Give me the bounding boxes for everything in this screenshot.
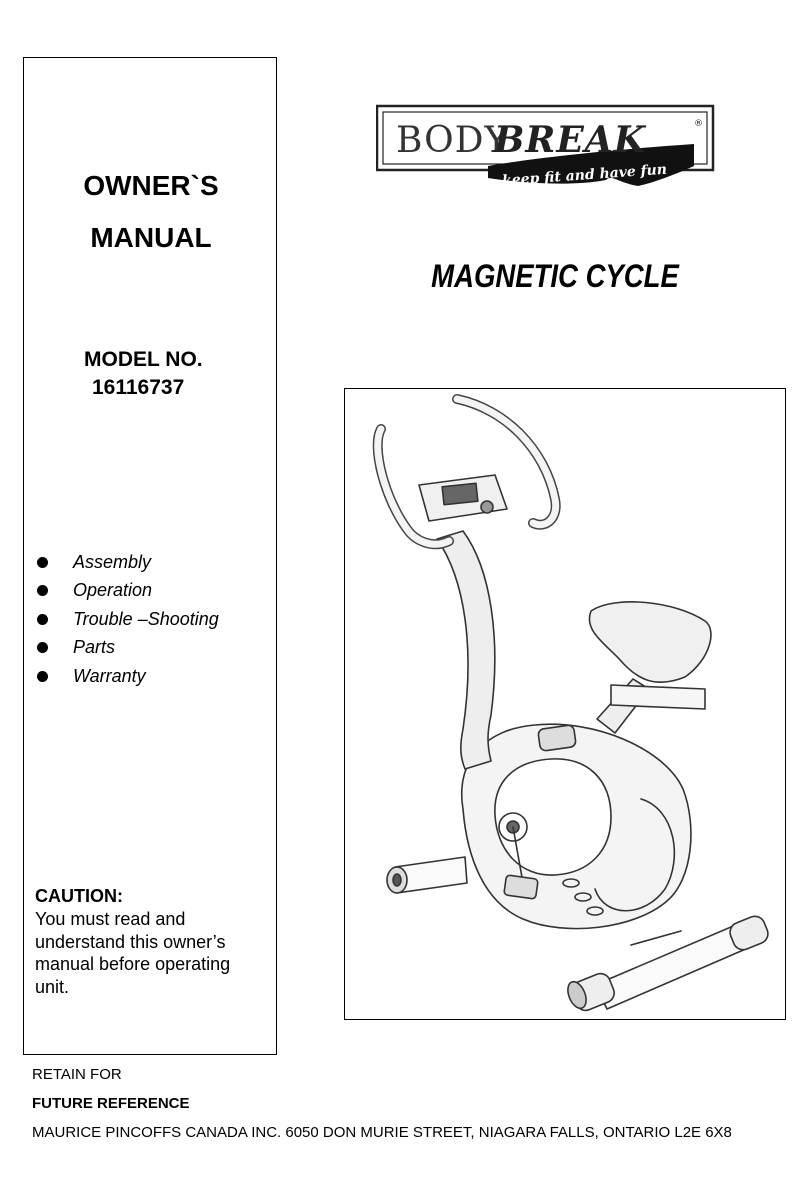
list-item [37, 548, 219, 577]
bodybreak-logo [376, 104, 718, 200]
list-item [37, 577, 219, 606]
list-item [37, 662, 219, 691]
manual-title-line-2: MANUAL [90, 222, 212, 253]
contents-item-label: Parts [73, 637, 116, 658]
logo-tagline: keep fit and have fun [501, 161, 668, 190]
caution-text: You must read and understand this owner’s manual before operating unit. [35, 909, 231, 997]
list-item [37, 634, 219, 663]
logo-brand-left: BODY [396, 120, 510, 161]
contents-list [37, 548, 219, 691]
bullet-icon [37, 642, 48, 653]
caution-heading: CAUTION: [35, 886, 123, 906]
footer-retain-for: RETAIN FOR [32, 1066, 122, 1083]
model-number-label: MODEL NO. [84, 348, 203, 371]
model-number-value: 16116737 [92, 376, 185, 399]
bullet-icon [37, 671, 48, 682]
contents-item-label: Trouble –Shooting [73, 608, 219, 629]
bullet-icon [37, 557, 48, 568]
contents-item-label: Operation [73, 580, 153, 601]
contents-item-label: Warranty [73, 665, 146, 686]
manual-title-line-1: OWNER`S [83, 170, 219, 201]
list-item [37, 605, 219, 634]
registered-mark: ® [694, 119, 703, 129]
product-illustration-frame [344, 388, 786, 1020]
contents-item-label: Assembly [73, 551, 152, 572]
bullet-icon [37, 614, 48, 625]
product-title: MAGNETIC CYCLE [431, 258, 679, 294]
bullet-icon [37, 585, 48, 596]
footer-future-reference: FUTURE REFERENCE [32, 1095, 190, 1112]
logo-graphic [376, 104, 718, 200]
footer-address: MAURICE PINCOFFS CANADA INC. 6050 DON MURIE STREET, NIAGARA FALLS, ONTARIO L2E 6X8 [32, 1124, 732, 1141]
exercise-bike-illustration [345, 389, 787, 1021]
logo-brand-right: BREAK [494, 119, 647, 161]
manual-cover-sidebar [23, 57, 277, 1055]
